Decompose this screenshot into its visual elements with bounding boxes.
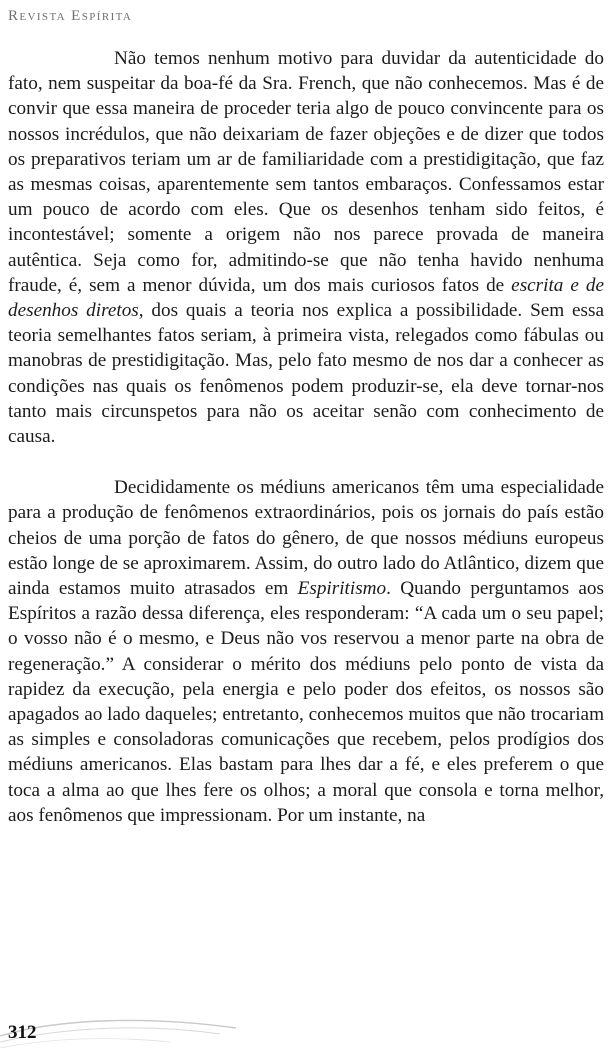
- paragraph-1: [8, 46, 604, 449]
- text-run: Não temos nenhum motivo para duvidar da autenticidade do fato, nem suspeitar da boa-fé da Sra. French, que não conhecemos. Mas é de convir que essa maneira de proceder teria algo de pouco convincente para os nossos incrédulos, que não deixariam de fazer objeções e de dizer que todos os preparativos teriam um ar de familiaridade com a prestidigitação, que faz as mesmas coisas, aparentemente sem tantos embaraços. Confessamos estar um pouco de acordo com eles. Que os desenhos tenham sido feitos, é incontestável; somente a origem não nos parece provada de maneira autêntica. Seja como for, admitindo-se que não tenha havido nenhuma fraude, é, sem a menor dúvida, um dos mais curiosos fatos de: [8, 48, 604, 296]
- page-body: [8, 46, 604, 828]
- italic-phrase: escrita e de desenhos diretos: [8, 274, 604, 322]
- italic-word: Espiritismo: [297, 578, 387, 600]
- text-run: Decididamente os médiuns americanos têm uma especialidade para a produção de fenômenos extraordinários, pois os jornais do país estão cheios de uma porção de fatos do gênero, de que nossos médiuns europeus estão longe de se aproximarem. Assim, do outro lado do Atlântico, dizem que ainda estamos muito atrasados em: [8, 477, 604, 600]
- running-head: Revista Espírita: [8, 8, 133, 24]
- text-run: . Quando perguntamos aos Espíritos a razão dessa diferença, eles responderam: “A cada um o seu papel; o vosso não é o mesmo, e Deus não vos reservou a menor parte na obra de regeneração.” A considerar o mérito dos médiuns pelo ponto de vista da rapidez da execução, pela energia e pelo poder dos efeitos, os nossos são apagados ao lado daqueles; entretanto, conhecemos muitos que não trocariam as simples e consoladoras comunicações que recebem, pelos prodígios dos médiuns americanos. Elas bastam para lhes dar a fé, e eles preferem o que toca a alma ao que lhes fere os olhos; a moral que consola e torna melhor, aos fenômenos que impressionam. Por um instante, na: [8, 578, 604, 826]
- text-run: , dos quais a teoria nos explica a possibilidade. Sem essa teoria semelhantes fatos seriam, à primeira vista, relegados como fábulas ou manobras de prestidigitação. Mas, pelo fato mesmo de nos dar a conhecer as condições nas quais os fenômenos podem produzir-se, ela deve tornar-nos tanto mais circunspetos para não os aceitar senão com conhecimento de causa.: [8, 300, 604, 448]
- paragraph-2: [8, 475, 604, 828]
- page-number: 312: [8, 1022, 37, 1043]
